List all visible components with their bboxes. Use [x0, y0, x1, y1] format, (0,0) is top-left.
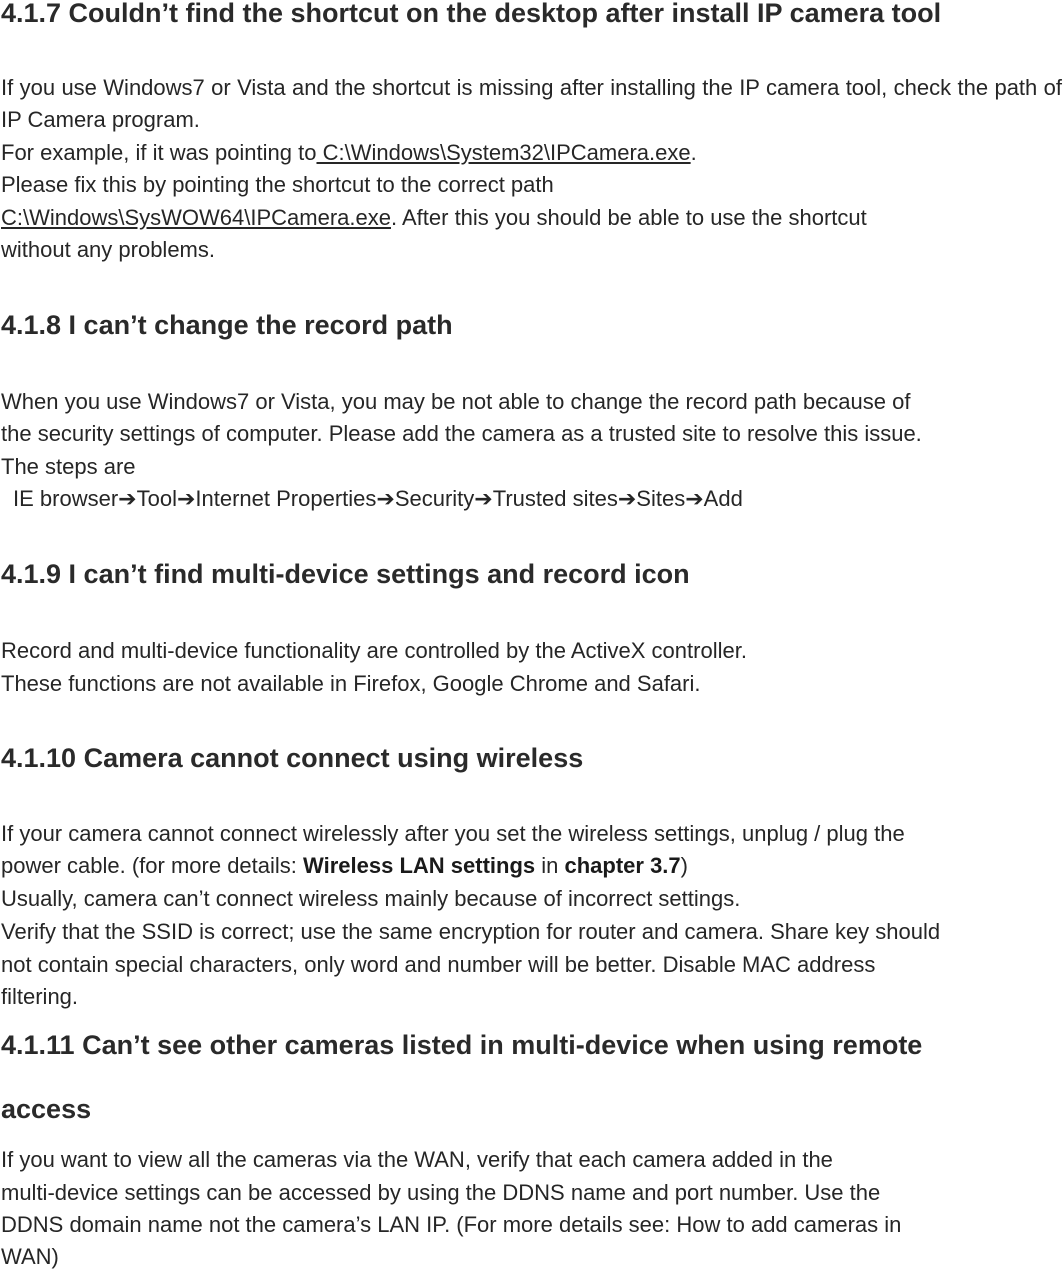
details-suffix: ) — [680, 853, 688, 878]
section-4-1-8-line3: The steps are — [1, 454, 136, 479]
section-4-1-11-line3: DDNS domain name not the camera’s LAN IP. (For more details see: How to add cameras in — [1, 1212, 902, 1237]
step-internet-properties: Internet Properties — [195, 486, 377, 511]
section-heading-4-1-11-line1: 4.1.11 Can’t see other cameras listed in multi-device when using remote — [1, 1030, 923, 1060]
section-4-1-7-fix-line: Please fix this by pointing the shortcut to the correct path — [1, 172, 554, 197]
arrow-right-icon: ➔ — [474, 486, 493, 511]
step-ie-browser: IE browser — [13, 486, 119, 511]
section-4-1-9-line1: Record and multi-device functionality are controlled by the ActiveX controller. — [1, 638, 747, 663]
after-suffix: . After this you should be able to use the shortcut — [390, 205, 867, 230]
section-4-1-11-line1: If you want to view all the cameras via the WAN, verify that each camera added in the — [1, 1147, 833, 1172]
step-add: Add — [703, 486, 743, 511]
section-4-1-8-line1: When you use Windows7 or Vista, you may be not able to change the record path because of — [1, 389, 911, 414]
section-heading-4-1-8: 4.1.8 I can’t change the record path — [1, 310, 453, 340]
section-heading-4-1-10: 4.1.10 Camera cannot connect using wireless — [1, 743, 584, 773]
section-4-1-7-example-line — [1, 137, 697, 169]
step-sites: Sites — [636, 486, 686, 511]
details-prefix: power cable. (for more details: — [1, 853, 304, 878]
section-4-1-10-line6: filtering. — [1, 984, 79, 1009]
step-tool: Tool — [136, 486, 177, 511]
section-4-1-11-line2: multi-device settings can be accessed by using the DDNS name and port number. Use the — [1, 1180, 881, 1205]
arrow-right-icon: ➔ — [685, 486, 704, 511]
section-4-1-8-line2: the security settings of computer. Please add the camera as a trusted site to resolve this issue. — [1, 421, 922, 446]
example-prefix: For example, if it was pointing to — [1, 140, 317, 165]
chapter-ref: chapter 3.7 — [564, 853, 681, 878]
path-system32: C:\Windows\System32\IPCamera.exe — [316, 140, 691, 165]
section-4-1-9-line2: These functions are not available in Firefox, Google Chrome and Safari. — [1, 671, 701, 696]
step-security: Security — [394, 486, 475, 511]
section-4-1-10-line4: Verify that the SSID is correct; use the same encryption for router and camera. Share key should — [1, 919, 941, 944]
arrow-right-icon: ➔ — [176, 486, 196, 511]
section-4-1-10-line2 — [1, 850, 688, 882]
section-4-1-11-line4: WAN) — [1, 1244, 59, 1269]
step-trusted-sites: Trusted sites — [492, 486, 618, 511]
wireless-lan-settings-ref: Wireless LAN settings — [303, 853, 536, 878]
arrow-right-icon: ➔ — [376, 486, 395, 511]
section-4-1-8-steps — [13, 483, 743, 515]
section-4-1-7-without-line: without any problems. — [1, 237, 215, 262]
section-4-1-10-line5: not contain special characters, only word and number will be better. Disable MAC address — [1, 952, 876, 977]
section-4-1-7-path-line — [1, 202, 867, 234]
section-heading-4-1-11-line2: access — [1, 1094, 92, 1124]
section-4-1-10-line3: Usually, camera can’t connect wireless mainly because of incorrect settings. — [1, 886, 741, 911]
section-4-1-7-paragraph: If you use Windows7 or Vista and the shortcut is missing after installing the IP camera tool, check the path of IP Camera program. — [1, 75, 1062, 133]
path-syswow64: C:\Windows\SysWOW64\IPCamera.exe — [1, 205, 391, 230]
section-4-1-10-line1: If your camera cannot connect wirelessly after you set the wireless settings, unplug / plug the — [1, 821, 905, 846]
details-mid: in — [535, 853, 565, 878]
section-heading-4-1-9: 4.1.9 I can’t find multi-device settings and record icon — [1, 559, 690, 589]
arrow-right-icon: ➔ — [118, 486, 137, 511]
section-heading-4-1-7: 4.1.7 Couldn’t find the shortcut on the desktop after install IP camera tool — [1, 0, 942, 28]
arrow-right-icon: ➔ — [617, 486, 637, 511]
example-suffix: . — [690, 140, 697, 165]
